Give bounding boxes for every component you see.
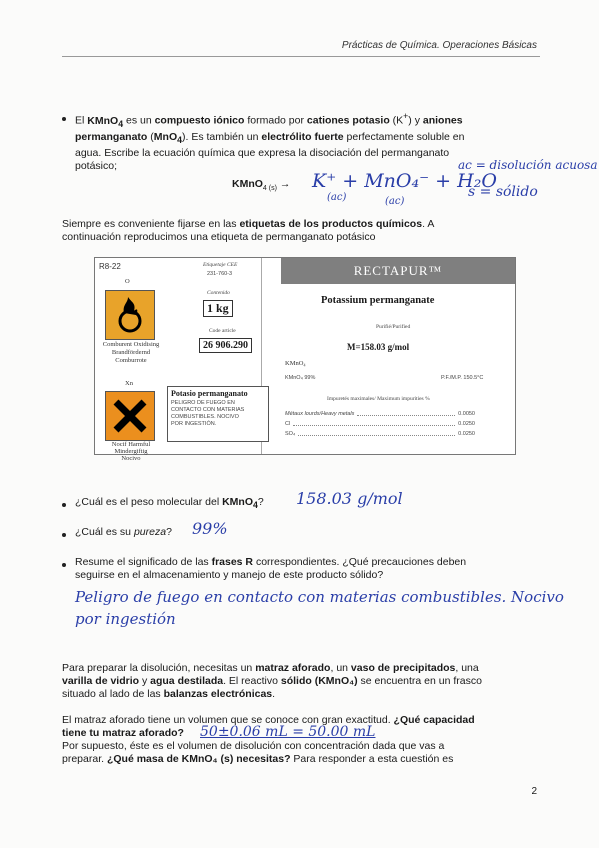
handwritten-note-s: s = sólido <box>468 184 538 200</box>
question-purity: ¿Cuál es su pureza? <box>75 526 172 538</box>
harmful-symbol <box>105 391 155 441</box>
hazard-harmful-text: Nocif Harmful Mindergiftig Nocivo <box>111 441 151 462</box>
etiqueta-number: 231-760-3 <box>207 271 233 277</box>
label-formula: KMnO₄ <box>285 360 306 367</box>
page-header-title: Prácticas de Química. Operaciones Básicas <box>341 40 537 51</box>
code-value: 26 906.290 <box>199 338 252 353</box>
impurity-row: SO₄ 0.0250 <box>285 431 475 437</box>
bullet <box>62 533 66 537</box>
purity-grade: Purifié/Purified <box>376 324 411 330</box>
impurities-list <box>285 409 475 439</box>
preparation-paragraph: Para preparar la disolución, necesitas un matraz aforado, un vaso de precipitados, una varilla de vidrio y agua destilada. El reactivo sólido (KMnO₄) se encuentra en un frasco situado al lado de las balanzas electrónicas. <box>62 662 482 700</box>
content-label: Contenido <box>207 290 230 296</box>
code-label: Code article <box>209 328 236 334</box>
handwritten-ac-2: (ac) <box>385 196 405 207</box>
hazard-oxidising-text: Comburent Oxidising Brandfördernd Comburrote <box>102 341 160 364</box>
label-right-panel <box>281 258 515 454</box>
potasio-warning: PELIGRO DE FUEGO EN CONTACTO CON MATERIAS COMBUSTIBLES. NOCIVO POR INGESTIÓN. <box>171 400 245 427</box>
oxidising-symbol <box>105 290 155 340</box>
answer-r-phrases-line2: por ingestión <box>75 610 176 628</box>
flask-paragraph: El matraz aforado tiene un volumen que se conoce con gran exactitud. ¿Qué capacidad tiene tu matraz aforado? Por supuesto, éste es el volumen de disolución con concentración dada que vas a preparar. ¿Qué masa de KMnO₄ (s) necesitas? Para responder a esta cuestión es <box>62 714 475 765</box>
impurity-row: Métaux lourds/Heavy metals 0.0050 <box>285 411 475 417</box>
label-left-panel <box>95 258 262 462</box>
impurity-row: Cl 0.0250 <box>285 421 475 427</box>
potasio-title: Potasio permanganato <box>171 389 248 398</box>
handwritten-ac-1: (ac) <box>327 192 347 203</box>
assay: KMnO₄ 99% <box>285 375 316 381</box>
bullet <box>62 503 66 507</box>
r-code: R8-22 <box>99 262 121 271</box>
handwritten-note-ac: ac = disolución acuosa <box>458 158 598 172</box>
answer-r-phrases-line1: Peligro de fuego en contacto con materias combustibles. Nocivo <box>75 588 564 606</box>
molar-mass: M=158.03 g/mol <box>347 342 410 352</box>
bullet <box>62 563 66 567</box>
product-label <box>94 257 516 462</box>
o-letter: O <box>125 278 130 285</box>
question-r-phrases: Resume el significado de las frases R correspondientes. ¿Qué precauciones deben seguirse en el almacenamiento y manejo de este producto sólido? <box>75 556 467 581</box>
label-intro: Siempre es conveniente fijarse en las etiquetas de los productos químicos. A continuación reproducimos una etiqueta de permanganato potásico <box>62 218 435 243</box>
handwritten-products: K⁺ + MnO₄⁻ + H₂O <box>312 170 497 192</box>
answer-molecular-weight: 158.03 g/mol <box>296 489 403 508</box>
melting-point: P.F./M.P. 150.5°C <box>441 375 484 381</box>
answer-flask-capacity: 50±0.06 mL = 50.00 mL <box>200 724 376 740</box>
brand-banner: RECTAPUR™ <box>281 258 515 284</box>
product-name: Potassium permanganate <box>321 295 435 306</box>
xn-letter: Xn <box>125 380 133 387</box>
bullet <box>62 117 66 121</box>
potasio-box <box>167 386 269 442</box>
flame-over-circle-icon <box>106 291 154 339</box>
etiqueta-cee: Etiquetaje CEE <box>203 262 238 268</box>
question-molecular-weight: ¿Cuál es el peso molecular del KMnO$_4$? <box>75 496 264 511</box>
equation-reactant: KMnO$_{4 (s)}$ → <box>232 178 291 193</box>
header-divider <box>62 56 540 57</box>
intro-paragraph: El KMnO$_4$ es un compuesto iónico formado por cationes potasio (K+) y aniones permanganato (MnO$_4$). Es también un electrólito fuerte perfectamente soluble en agua. Escribe la ecuación química que expresa la disociación del permanganato potásico; <box>75 111 465 172</box>
impurities-header: Impuretés maximales/ Maximum impurities % <box>327 396 430 402</box>
content-value: 1 kg <box>203 300 233 317</box>
answer-purity: 99% <box>192 519 228 538</box>
cross-icon <box>106 392 154 440</box>
page-number: 2 <box>531 786 537 797</box>
